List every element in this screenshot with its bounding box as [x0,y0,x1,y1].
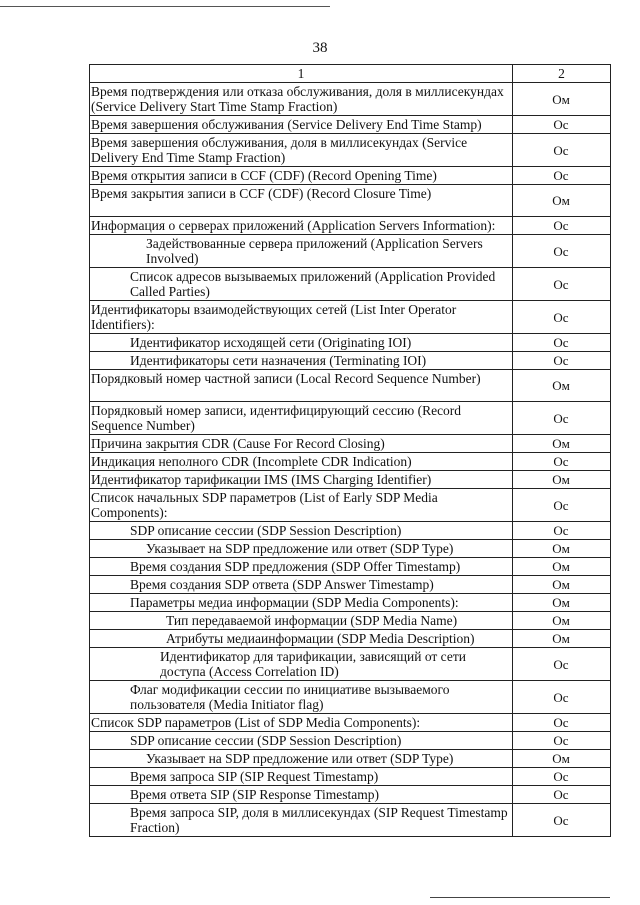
table-row [90,83,611,116]
page-number: 38 [312,40,328,56]
parameter-name: Идентификаторы сети назначения (Terminating IOI) [90,352,513,370]
parameter-name: Флаг модификации сессии по инициативе вызываемого пользователя (Media Initiator flag) [90,681,513,714]
parameter-name: Параметры медиа информации (SDP Media Components): [90,594,513,612]
parameter-status: Ос [513,402,611,435]
parameter-name: Задействованные сервера приложений (Application Servers Involved) [90,235,513,268]
parameter-status: Ос [513,489,611,522]
table-row [90,116,611,134]
parameter-name: Список начальных SDP параметров (List of Early SDP Media Components): [90,489,513,522]
parameter-name: SDP описание сессии (SDP Session Description) [90,522,513,540]
parameter-status: Ос [513,714,611,732]
parameter-status: Ос [513,217,611,235]
table-row [90,630,611,648]
parameter-status: Ос [513,648,611,681]
parameter-status: Ом [513,83,611,116]
parameter-name: Список SDP параметров (List of SDP Media Components): [90,714,513,732]
bottom-rule [430,897,610,898]
table-row [90,185,611,217]
parameter-status: Ом [513,540,611,558]
table-row [90,594,611,612]
parameter-name: SDP описание сессии (SDP Session Description) [90,732,513,750]
parameter-name: Индикация неполного CDR (Incomplete CDR Indication) [90,453,513,471]
parameter-name: Время создания SDP ответа (SDP Answer Timestamp) [90,576,513,594]
table-row [90,768,611,786]
table-row [90,750,611,768]
parameter-name: Идентификатор тарификации IMS (IMS Charging Identifier) [90,471,513,489]
table-row [90,453,611,471]
top-rule [0,6,330,7]
parameter-name: Время завершения обслуживания (Service Delivery End Time Stamp) [90,116,513,134]
table-row [90,435,611,453]
parameter-status: Ом [513,750,611,768]
parameter-name: Время завершения обслуживания, доля в миллисекундах (Service Delivery End Time Stamp Fraction) [90,134,513,167]
table-row [90,732,611,750]
table-row [90,301,611,334]
parameter-status: Ос [513,804,611,837]
parameter-status: Ом [513,594,611,612]
parameter-status: Ос [513,167,611,185]
parameter-status: Ос [513,116,611,134]
table-row [90,804,611,837]
parameter-status: Ом [513,630,611,648]
parameter-name: Время закрытия записи в CCF (CDF) (Record Closure Time) [90,185,513,217]
parameter-name: Информация о серверах приложений (Application Servers Information): [90,217,513,235]
parameter-name: Указывает на SDP предложение или ответ (SDP Type) [90,540,513,558]
table-row [90,576,611,594]
parameter-status: Ос [513,786,611,804]
parameter-name: Причина закрытия CDR (Cause For Record Closing) [90,435,513,453]
parameter-name: Идентификатор исходящей сети (Originating IOI) [90,334,513,352]
table-row [90,648,611,681]
table-row [90,471,611,489]
table-row [90,612,611,630]
parameter-status: Ос [513,268,611,301]
table-row [90,522,611,540]
parameter-status: Ом [513,558,611,576]
parameter-name: Время запроса SIP, доля в миллисекундах (SIP Request Timestamp Fraction) [90,804,513,837]
table-row [90,714,611,732]
table-row [90,370,611,402]
parameter-status: Ос [513,522,611,540]
parameter-status: Ос [513,732,611,750]
parameter-name: Тип передаваемой информации (SDP Media Name) [90,612,513,630]
parameter-status: Ом [513,370,611,402]
table-row [90,334,611,352]
parameter-status: Ом [513,185,611,217]
parameter-name: Идентификатор для тарификации, зависящий от сети доступа (Access Correlation ID) [90,648,513,681]
table-row [90,786,611,804]
parameter-status: Ос [513,768,611,786]
column-header-2: 2 [513,65,611,83]
requirements-table [89,64,611,837]
table-row [90,352,611,370]
parameter-status: Ом [513,576,611,594]
parameter-name: Список адресов вызываемых приложений (Application Provided Called Parties) [90,268,513,301]
table-row [90,402,611,435]
parameter-status: Ом [513,612,611,630]
parameter-status: Ом [513,471,611,489]
parameter-status: Ос [513,301,611,334]
parameter-status: Ос [513,134,611,167]
parameter-name: Порядковый номер записи, идентифицирующий сессию (Record Sequence Number) [90,402,513,435]
parameter-name: Время запроса SIP (SIP Request Timestamp) [90,768,513,786]
column-header-1: 1 [90,65,513,83]
table-row [90,217,611,235]
parameter-name: Время ответа SIP (SIP Response Timestamp) [90,786,513,804]
parameter-name: Время создания SDP предложения (SDP Offer Timestamp) [90,558,513,576]
parameter-status: Ос [513,453,611,471]
parameter-status: Ос [513,235,611,268]
parameter-status: Ос [513,334,611,352]
parameter-name: Время открытия записи в CCF (CDF) (Record Opening Time) [90,167,513,185]
table-row [90,681,611,714]
table-row [90,489,611,522]
parameter-status: Ос [513,352,611,370]
table-row [90,167,611,185]
table-row [90,558,611,576]
parameter-name: Идентификаторы взаимодействующих сетей (List Inter Operator Identifiers): [90,301,513,334]
parameter-name: Указывает на SDP предложение или ответ (SDP Type) [90,750,513,768]
parameter-name: Порядковый номер частной записи (Local Record Sequence Number) [90,370,513,402]
table-row [90,235,611,268]
parameter-status: Ом [513,435,611,453]
table-row [90,540,611,558]
table-row [90,134,611,167]
table-row [90,268,611,301]
table-header-row [90,65,611,83]
parameter-name: Атрибуты медиаинформации (SDP Media Description) [90,630,513,648]
parameter-status: Ос [513,681,611,714]
parameter-name: Время подтверждения или отказа обслуживания, доля в миллисекундах (Service Delivery Start Time Stamp Fraction) [90,83,513,116]
